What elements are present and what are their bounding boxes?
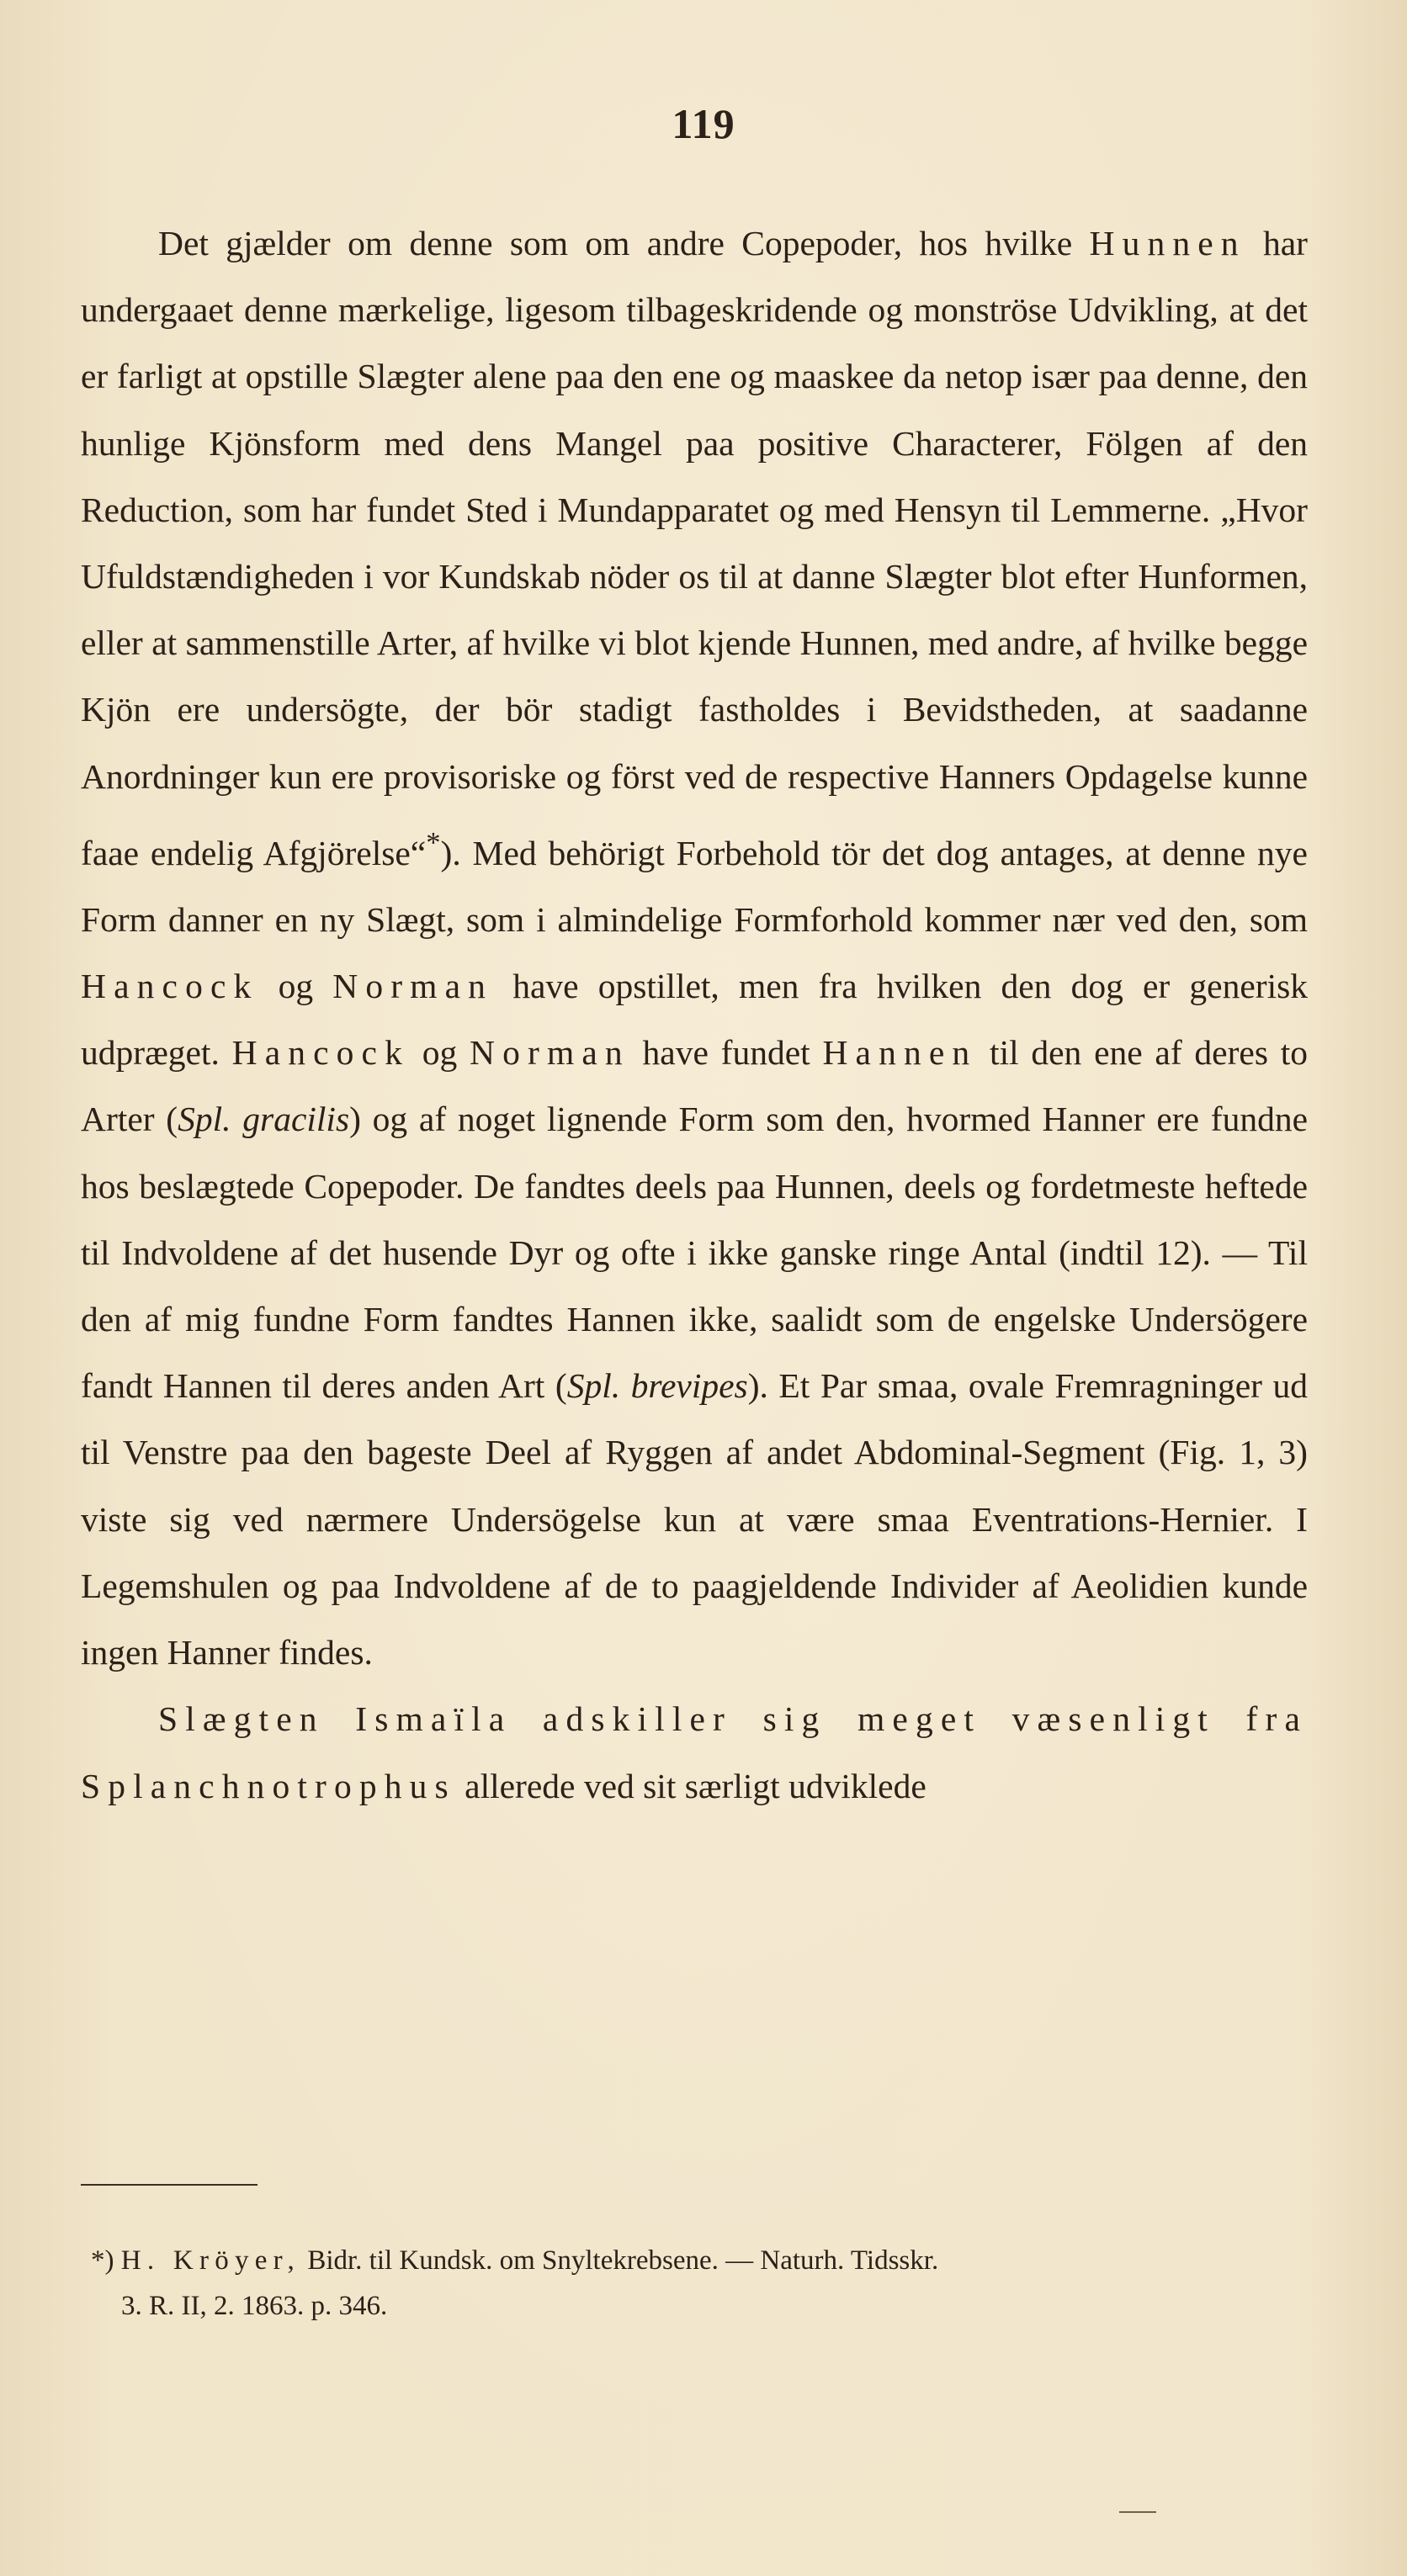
species-name: Spl. brevipes: [566, 1366, 748, 1406]
author-name-hancock: Hancock: [81, 967, 259, 1006]
footnote: [91, 2238, 1308, 2329]
paragraph-2: [81, 1686, 1308, 1819]
text-run: allerede ved sit særligt udviklede: [455, 1766, 926, 1805]
author-name-hancock: Hancock: [231, 1033, 410, 1073]
print-mark: [1119, 2511, 1156, 2513]
text-run: har undergaaet denne mærkelige, ligesom tilbageskridende og monströse Udvikling, at det er farligt at opstille Slægter alene paa den ene og maaskee da netop især paa denne, den hunlige Kjönsform med dens Mangel paa positive Characterer, Fölgen af den Reduction, som har fundet Sted i Mundapparatet og med Hensyn til Lemmerne. „Hvor Ufuldstændigheden i vor Kundskab nöder os til at danne Slægter blot efter Hunformen, eller at sammenstille Arter, af hvilke vi blot kjende Hunnen, med andre, af hvilke begge Kjön ere undersögte, der bör stadigt fastholdes i Bevidstheden, at saadanne Anordninger kun ere provisoriske og först ved de respective Hanners Opdagelse kunne faae endelig Afgjörelse“: [81, 224, 1308, 872]
text-run: og: [409, 1033, 470, 1073]
footnote-citation: Bidr. til Kundsk. om Snyltekrebsene. — Naturh. Tidsskr.: [300, 2245, 939, 2276]
footnote-author: H. Kröyer,: [120, 2245, 301, 2276]
text-run: ) og af noget lignende Form som den, hvormed Hanner ere fundne hos beslægtede Copepoder. De fandtes deels paa Hunnen, deels og fordetmeste heftede til Indvoldene af det husende Dyr og ofte i ikke ganske ringe Antal (indtil 12). — Til den af mig fundne Form fandtes Hannen ikke, saalidt som de engelske Undersögere fandt Hannen til deres anden Art (: [81, 1100, 1308, 1406]
text-run: og: [258, 967, 333, 1006]
spaced-genus-names: Slægten Ismaïla adskiller sig meget væsenligt fra Splanchnotrophus: [81, 1699, 1308, 1805]
author-name-norman: Norman: [470, 1033, 630, 1073]
footnote-divider: [81, 2184, 258, 2186]
species-name: Spl. gracilis: [178, 1100, 350, 1139]
author-name-norman: Norman: [332, 967, 494, 1006]
spaced-word-hannen: Hannen: [822, 1033, 978, 1073]
footnote-marker: *): [91, 2245, 114, 2276]
spaced-word-hunnen: Hunnen: [1089, 224, 1246, 262]
footnote-reference: *: [426, 826, 441, 859]
text-run: ). Med behörigt Forbehold tör det dog antages, at denne nye Form danner en ny Slægt, som i almindelige Formforhold kommer nær ved den, som: [81, 833, 1308, 939]
body-text: [81, 210, 1308, 1820]
text-run: ). Et Par smaa, ovale Fremragninger ud til Venstre paa den bageste Deel af Ryggen af andet Abdominal-Segment (Fig. 1, 3) viste sig ved nærmere Undersögelse kun at være smaa Eventrations-Hernier. I Legemshulen og paa Indvoldene af de to paagjeldende Individer af Aeolidien kunde ingen Hanner findes.: [81, 1366, 1308, 1672]
page-number: 119: [672, 100, 735, 147]
text-run: have opstillet, men fra hvilken den dog er generisk udpræget.: [81, 967, 1309, 1073]
footnote-line-2: 3. R. II, 2. 1863. p. 346.: [121, 2291, 388, 2321]
text-run: til den ene af deres to Arter (: [81, 1033, 1309, 1139]
footnote-line-1: [91, 2238, 1308, 2283]
text-run: Det gjælder om denne som om andre Copepoder, hos hvilke: [158, 224, 1090, 262]
paragraph-1: [81, 210, 1308, 1686]
text-run: have fundet: [629, 1033, 823, 1073]
